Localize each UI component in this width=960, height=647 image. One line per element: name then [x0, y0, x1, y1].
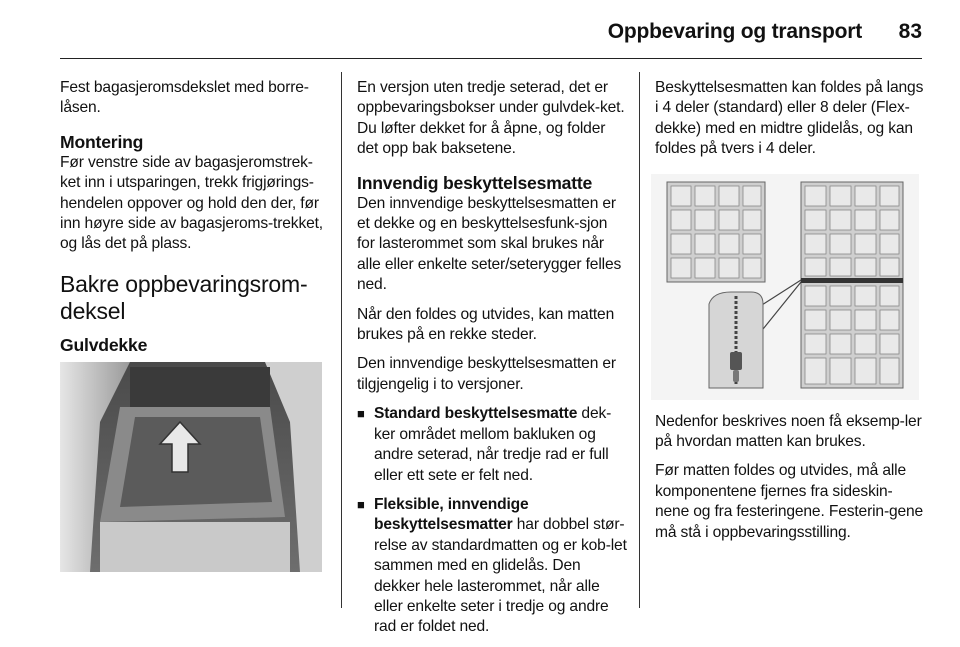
- standard-mat-illustration: [667, 182, 765, 282]
- cargo-floor-photo: [60, 362, 322, 572]
- heading-innvendig-beskyttelsesmatte: Innvendig beskyttelsesmatte: [357, 172, 593, 193]
- bullet-term: Fleksible, innvendige beskyttelsesmatter: [374, 495, 529, 534]
- heading-gulvdekke: Gulvdekke: [60, 334, 148, 355]
- paragraph: Før matten foldes og utvides, må alle komponentene fjernes fra sideskin-nene og fra festeringene. Festerin-gene må stå i oppbevaringsstilling.: [655, 462, 924, 541]
- list-item: [357, 495, 627, 638]
- flex-mat-illustration: [801, 182, 903, 388]
- paragraph: Den innvendige beskyttelsesmatten er et dekke og en beskyttelsesfunk-sjon for lasterommet som skal brukes når alle eller enkelte seter/seterygger felles ned.: [357, 194, 622, 294]
- column-1: [60, 78, 328, 572]
- paragraph: Den innvendige beskyttelsesmatten er tilgjengelig i to versjoner.: [357, 355, 616, 393]
- heading-bakre-oppbevaringsrom: Bakre oppbevaringsrom-deksel: [60, 270, 308, 324]
- page-header: [0, 0, 960, 60]
- paragraph: En versjon uten tredje seterad, det er oppbevaringsbokser under gulvdek-ket. Du løfter dekket for å åpne, og folder det opp bak baksetene.: [357, 79, 625, 158]
- column-divider-2: [639, 72, 640, 608]
- paragraph: Før venstre side av bagasjeromstrek-ket inn i utsparingen, trekk frigjørings-hendelen oppover og hold den der, før inn høyre side av bagasjeroms-trekket, og lås det på plass.: [60, 153, 323, 253]
- bullet-term: Standard beskyttelsesmatte: [374, 405, 578, 423]
- paragraph: Når den foldes og utvides, kan matten brukes på en rekke steder.: [357, 305, 615, 344]
- paragraph: Beskyttelsesmatten kan foldes på langs i 4 deler (standard) eller 8 deler (Flex-dekke) med en midtre glidelås, og kan foldes på tvers i 4 deler.: [655, 79, 924, 158]
- protection-mat-figure: [651, 174, 919, 400]
- bullet-text: dek-ker området mellom bakluken og andre seterad, når tredje rad er full eller ett sete er felt ned.: [374, 405, 612, 484]
- column-divider-1: [341, 72, 342, 608]
- column-3: [655, 78, 925, 552]
- column-2: [357, 78, 627, 647]
- paragraph: Fest bagasjeromsdekslet med borre-låsen.: [60, 79, 309, 117]
- header-title: Oppbevaring og transport: [607, 20, 862, 43]
- page-number: 83: [898, 20, 922, 43]
- list-item: [357, 404, 627, 486]
- header-rule: [60, 58, 922, 59]
- heading-montering: Montering: [60, 131, 144, 152]
- bullet-mark: ■: [357, 406, 365, 422]
- paragraph: Nedenfor beskrives noen få eksemp-ler på hvordan matten kan brukes.: [655, 412, 922, 451]
- bullet-text: har dobbel stør-relse av standardmatten og er kob-let sammen med en glidelås. Den dekker hele lasterommet, når alle eller enkelte seter i tredje og andre rad er foldet ned.: [374, 516, 627, 636]
- bullet-mark: ■: [357, 496, 365, 512]
